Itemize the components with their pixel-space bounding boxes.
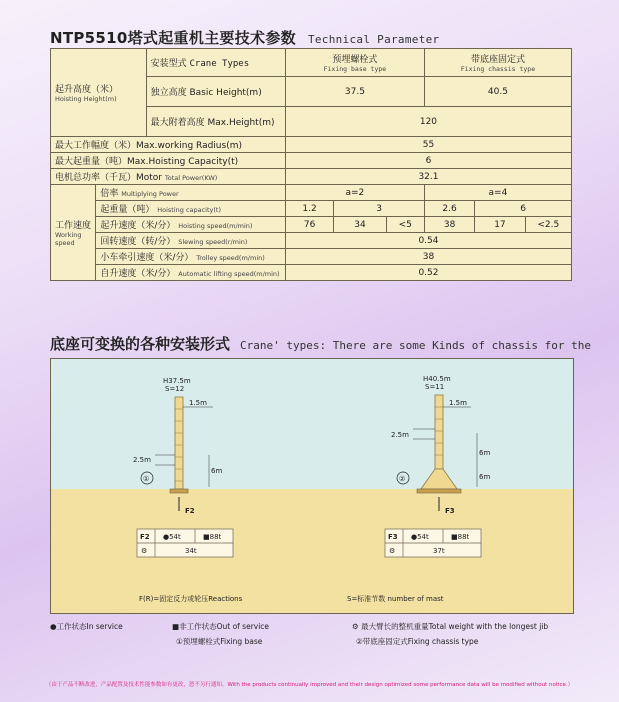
- radius-label: 最大工作幅度（米）Max.working Radius(m): [51, 137, 286, 153]
- t2-out: ■88t: [451, 533, 470, 541]
- t2-in: ●54t: [411, 533, 429, 541]
- trolley-value: 38: [285, 249, 571, 265]
- power-label: 电机总功率（千瓦）Motor Total Power(KW): [51, 169, 286, 185]
- parameter-table: [50, 48, 572, 281]
- crane1-dim1: 2.5m: [133, 456, 151, 464]
- trolley-label: 小车牵引速度（米/分） Trolley speed(m/min): [96, 249, 286, 265]
- t2-f: F3: [388, 533, 398, 541]
- work-speed-label: 工作速度 Working speed: [51, 185, 96, 281]
- legend-total-weight: ⚙ 最大臂长的整机重量Total weight with the longest jib: [352, 622, 549, 631]
- crane1-force: F2: [185, 507, 195, 515]
- title-en: Technical Parameter: [307, 33, 440, 46]
- t1-f: F2: [140, 533, 150, 541]
- weight-icon: ⚙: [352, 622, 362, 631]
- crane2-height: H40.5m: [423, 375, 451, 383]
- hoist-cap-value: 3: [334, 201, 425, 217]
- t1-in: ●54t: [163, 533, 181, 541]
- reaction-table-1: [137, 529, 233, 557]
- crane2-number: ②: [399, 475, 406, 483]
- self-lift-value: 0.52: [285, 265, 571, 281]
- crane2-sections: S=11: [425, 383, 445, 391]
- crane-2: [391, 375, 490, 515]
- slew-label: 回转速度（转/分） Slewing speed(r/min): [96, 233, 286, 249]
- max-height-label: 最大附着高度 Max.Height(m): [146, 107, 285, 137]
- crane-diagram: [50, 358, 574, 614]
- hoist-speed-label: 起升速度（米/分） Hoisting speed(m/min): [96, 217, 286, 233]
- hoist-speed-value: 34: [334, 217, 386, 233]
- legend-out-service: ■非工作状态Out of service: [172, 622, 270, 631]
- legend-fix-base: ①预埋螺栓式Fixing base: [176, 637, 263, 646]
- hoist-cap-value: 2.6: [424, 201, 474, 217]
- title-en: Crane' types: There are some Kinds of chassis for the: [240, 339, 592, 352]
- crane1-dim2: 6m: [211, 467, 223, 475]
- hoist-cap-value: 6: [475, 201, 572, 217]
- t1-total: 34t: [185, 547, 197, 555]
- hoist-speed-value: 38: [424, 217, 474, 233]
- crane2-force: F3: [445, 507, 455, 515]
- crane1-jib: 1.5m: [189, 399, 207, 407]
- reaction-table-2: [385, 529, 481, 557]
- self-lift-label: 自升速度（米/分） Automatic lifting speed(m/min): [96, 265, 286, 281]
- crane-drawing: [51, 359, 573, 613]
- slew-value: 0.54: [285, 233, 571, 249]
- caption-reactions: F(R)=固定反力或轮压Reactions: [139, 595, 243, 603]
- capacity-label: 最大起重量（吨）Max.Hoisting Capacity(t): [51, 153, 286, 169]
- hoist-speed-value: <5: [386, 217, 424, 233]
- hoist-speed-value: <2.5: [525, 217, 571, 233]
- crane1-height: H37.5m: [163, 377, 191, 385]
- basic-height-chassis: 40.5: [424, 77, 571, 107]
- caption-mast: S=标准节数 number of mast: [347, 595, 444, 603]
- multiplying-a2: a=2: [285, 185, 424, 201]
- crane2-dim1: 2.5m: [391, 431, 409, 439]
- crane-1: [133, 377, 222, 515]
- section-title-technical-parameter: [50, 27, 439, 48]
- hoist-cap-label: 起重量（吨） Hoisting capacity(t): [96, 201, 286, 217]
- crane1-sections: S=12: [165, 385, 185, 393]
- title-cn: 底座可变换的各种安装形式: [50, 335, 231, 353]
- multiplying-label: 倍率 Multiplying Power: [96, 185, 286, 201]
- hoist-speed-value: 76: [285, 217, 333, 233]
- legend-fix-chassis: ②带底座固定式Fixing chassis type: [356, 637, 479, 646]
- t1-out: ■88t: [203, 533, 222, 541]
- install-type-label: 安装型式 Crane Types: [146, 49, 285, 77]
- multiplying-a4: a=4: [424, 185, 571, 201]
- radius-value: 55: [285, 137, 571, 153]
- crane1-number: ①: [143, 475, 150, 483]
- title-cn: NTP5510塔式起重机主要技术参数: [50, 29, 296, 47]
- footer-disclaimer: （由于产品不断改进，产品配置及技术性能参数如有更改，恕不另行通知。With the products continually improved and their design optimized some performance data will be modified without notice.）: [45, 682, 574, 688]
- legend-in-service: ●工作状态In service: [50, 622, 123, 631]
- fixing-base-header: 预埋螺栓式 Fixing base type: [285, 49, 424, 77]
- fixing-chassis-header: 带底座固定式 Fixing chassis type: [424, 49, 571, 77]
- hoist-cap-value: 1.2: [285, 201, 333, 217]
- power-value: 32.1: [285, 169, 571, 185]
- basic-height-base: 37.5: [285, 77, 424, 107]
- hoist-speed-value: 17: [475, 217, 525, 233]
- crane2-dim2a: 6m: [479, 449, 491, 457]
- weight-icon: ⚙: [389, 547, 396, 555]
- capacity-value: 6: [285, 153, 571, 169]
- crane2-dim2b: 6m: [479, 473, 491, 481]
- weight-icon: ⚙: [141, 547, 148, 555]
- t2-total: 37t: [433, 547, 445, 555]
- max-height-value: 120: [285, 107, 571, 137]
- crane2-jib: 1.5m: [449, 399, 467, 407]
- basic-height-label: 独立高度 Basic Height(m): [146, 77, 285, 107]
- lift-height-label: 起升高度（米） Hoisting Height(m): [51, 49, 147, 137]
